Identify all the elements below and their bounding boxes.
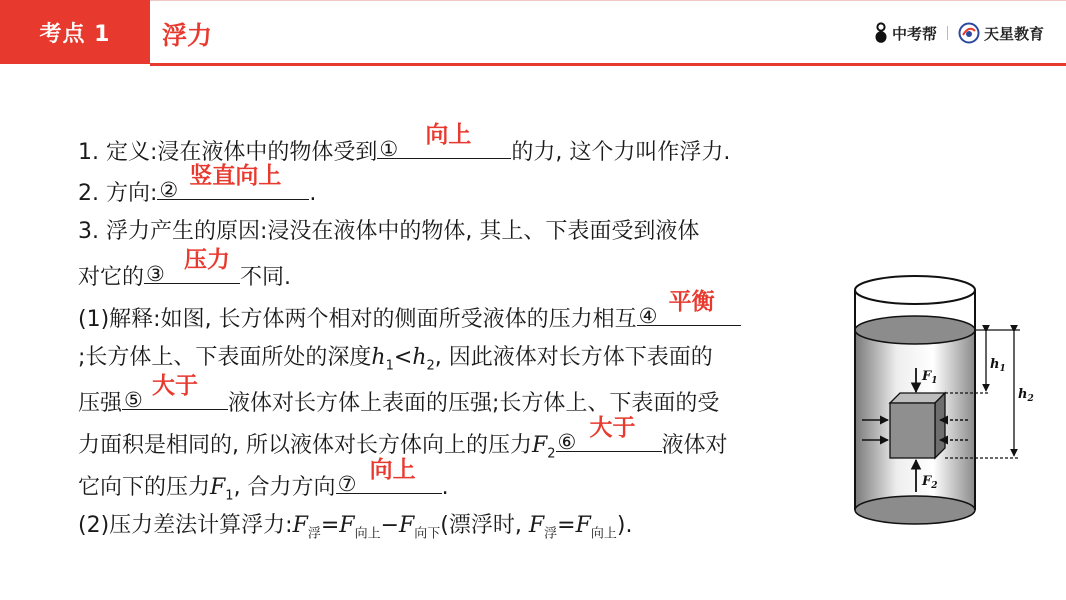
answer-3: 压力: [184, 247, 231, 273]
h2-symbol: h: [412, 345, 427, 370]
cause-text-2: 对它的: [78, 265, 145, 290]
explain-text-5c: .: [441, 475, 449, 500]
logo-separator: [947, 26, 948, 40]
F2-symbol: F: [532, 433, 548, 458]
explain-text-4b: 液体对: [661, 433, 728, 458]
beaker-rim-front: [855, 290, 975, 304]
logo1-text: 中考帮: [891, 24, 937, 43]
cause-tail: 不同.: [240, 265, 292, 290]
direction-tail: .: [309, 181, 317, 206]
header-bar: [0, 0, 1066, 66]
direction-text: 2. 方向:: [78, 181, 158, 206]
section-topic: 浮力: [162, 21, 213, 50]
header-divider: [150, 63, 1066, 66]
cause-text: 3. 浮力产生的原因:浸没在液体中的物体, 其上、下表面受到液体: [78, 219, 700, 244]
definition-tail: 的力, 这个力叫作浮力.: [511, 140, 731, 165]
blank-3: [144, 247, 240, 286]
explain-line-3: [78, 373, 720, 416]
cuboid: [890, 393, 945, 458]
blank-2: [157, 163, 309, 202]
gourd-icon: [874, 22, 888, 44]
answer-1: 向上: [425, 122, 472, 148]
F-float-subscript: 浮: [544, 526, 558, 542]
h2-label: $h_2$: [1018, 387, 1034, 404]
explain-text-5b: , 合力方向: [233, 475, 336, 500]
F-down-subscript: 向下: [414, 526, 441, 542]
F-up-symbol: F: [339, 513, 355, 538]
explain-line-5: [78, 457, 449, 504]
h1-label: $h_1$: [990, 357, 1006, 374]
definition-line: [78, 122, 731, 165]
explain-text-1: (1)解释:如图, 长方体两个相对的侧面所受液体的压力相互: [78, 307, 637, 332]
explain-text-3a: 压强: [78, 391, 123, 416]
blank-7-number: ⑦: [337, 472, 357, 496]
blank-2-number: ②: [159, 178, 179, 202]
floating-note-close: ).: [616, 513, 633, 538]
blank-4-number: ④: [638, 304, 658, 328]
explain-line-2: [78, 343, 713, 373]
header-top-divider: [150, 0, 1066, 1]
equals-sign-2: =: [557, 513, 576, 538]
cause-line-2: [78, 247, 292, 290]
explain-text-2b: , 因此液体对长方体下表面的: [434, 345, 713, 370]
explain-text-4a: 力面积是相同的, 所以液体对长方体向上的压力: [78, 433, 532, 458]
F-buoyancy-subscript: 浮: [307, 526, 321, 542]
zhongkaobang-logo: [874, 22, 937, 44]
explain-text-5a: 它向下的压力: [78, 475, 211, 500]
answer-7: 向上: [369, 457, 416, 483]
blank-6-number: ⑥: [557, 430, 577, 454]
equals-sign: =: [320, 513, 340, 538]
logo2-text: 天星教育: [983, 24, 1044, 43]
F2-subscript: 2: [547, 446, 556, 462]
blank-5-number: ⑤: [124, 388, 143, 412]
minus-sign: −: [380, 513, 400, 538]
answer-4: 平衡: [668, 289, 715, 315]
tianxing-logo: [958, 22, 1044, 44]
F1-label: $F_1$: [922, 369, 938, 386]
cuboid-side: [935, 393, 945, 458]
F1-symbol: F: [210, 475, 226, 500]
buoyancy-diagram: [840, 270, 1050, 540]
explain-text-3b: 液体对长方体上表面的压强;长方体上、下表面的受: [228, 391, 720, 416]
blank-3-number: ③: [146, 262, 165, 286]
F-float-symbol: F: [528, 513, 545, 538]
F2-label: $F_2$: [922, 474, 938, 491]
section-badge: 考点 1: [0, 0, 150, 64]
h1-subscript: 1: [385, 358, 394, 374]
direction-line: [78, 163, 317, 206]
floating-note-open: (漂浮时,: [440, 513, 529, 538]
answer-2: 竖直向上: [189, 163, 282, 189]
F-buoyancy-symbol: F: [292, 513, 308, 538]
F-up-subscript-2: 向上: [590, 526, 617, 542]
F1-subscript: 1: [225, 488, 234, 504]
blank-1-number: ①: [379, 137, 399, 161]
beaker-rim-back: [855, 276, 975, 290]
explain-text-2a: ;长方体上、下表面所处的深度: [78, 345, 372, 370]
formula-line: [78, 511, 632, 541]
less-than-sign: <: [393, 345, 413, 370]
definition-text: 1. 定义:浸在液体中的物体受到: [78, 140, 378, 165]
blank-5: [122, 373, 228, 412]
F-up-symbol-2: F: [575, 513, 591, 538]
answer-6: 大于: [589, 415, 636, 441]
explain-line-4: [78, 415, 728, 462]
tianxing-emblem-icon: [958, 22, 980, 44]
formula-intro: (2)压力差法计算浮力:: [78, 513, 293, 538]
F-down-symbol: F: [399, 513, 415, 538]
h1-symbol: h: [371, 345, 386, 370]
blank-4: [637, 289, 741, 328]
blank-1: [377, 122, 511, 161]
cause-line: [78, 217, 699, 247]
F-up-subscript: 向上: [354, 526, 381, 542]
brand-logos: [874, 20, 1044, 46]
water-surface: [855, 316, 975, 344]
cuboid-front: [890, 403, 935, 458]
blank-7: [336, 457, 442, 496]
beaker-bottom: [855, 496, 975, 524]
answer-5: 大于: [152, 373, 199, 399]
h2-subscript: 2: [426, 358, 435, 374]
blank-6: [556, 415, 662, 454]
explain-line-1: [78, 289, 741, 332]
